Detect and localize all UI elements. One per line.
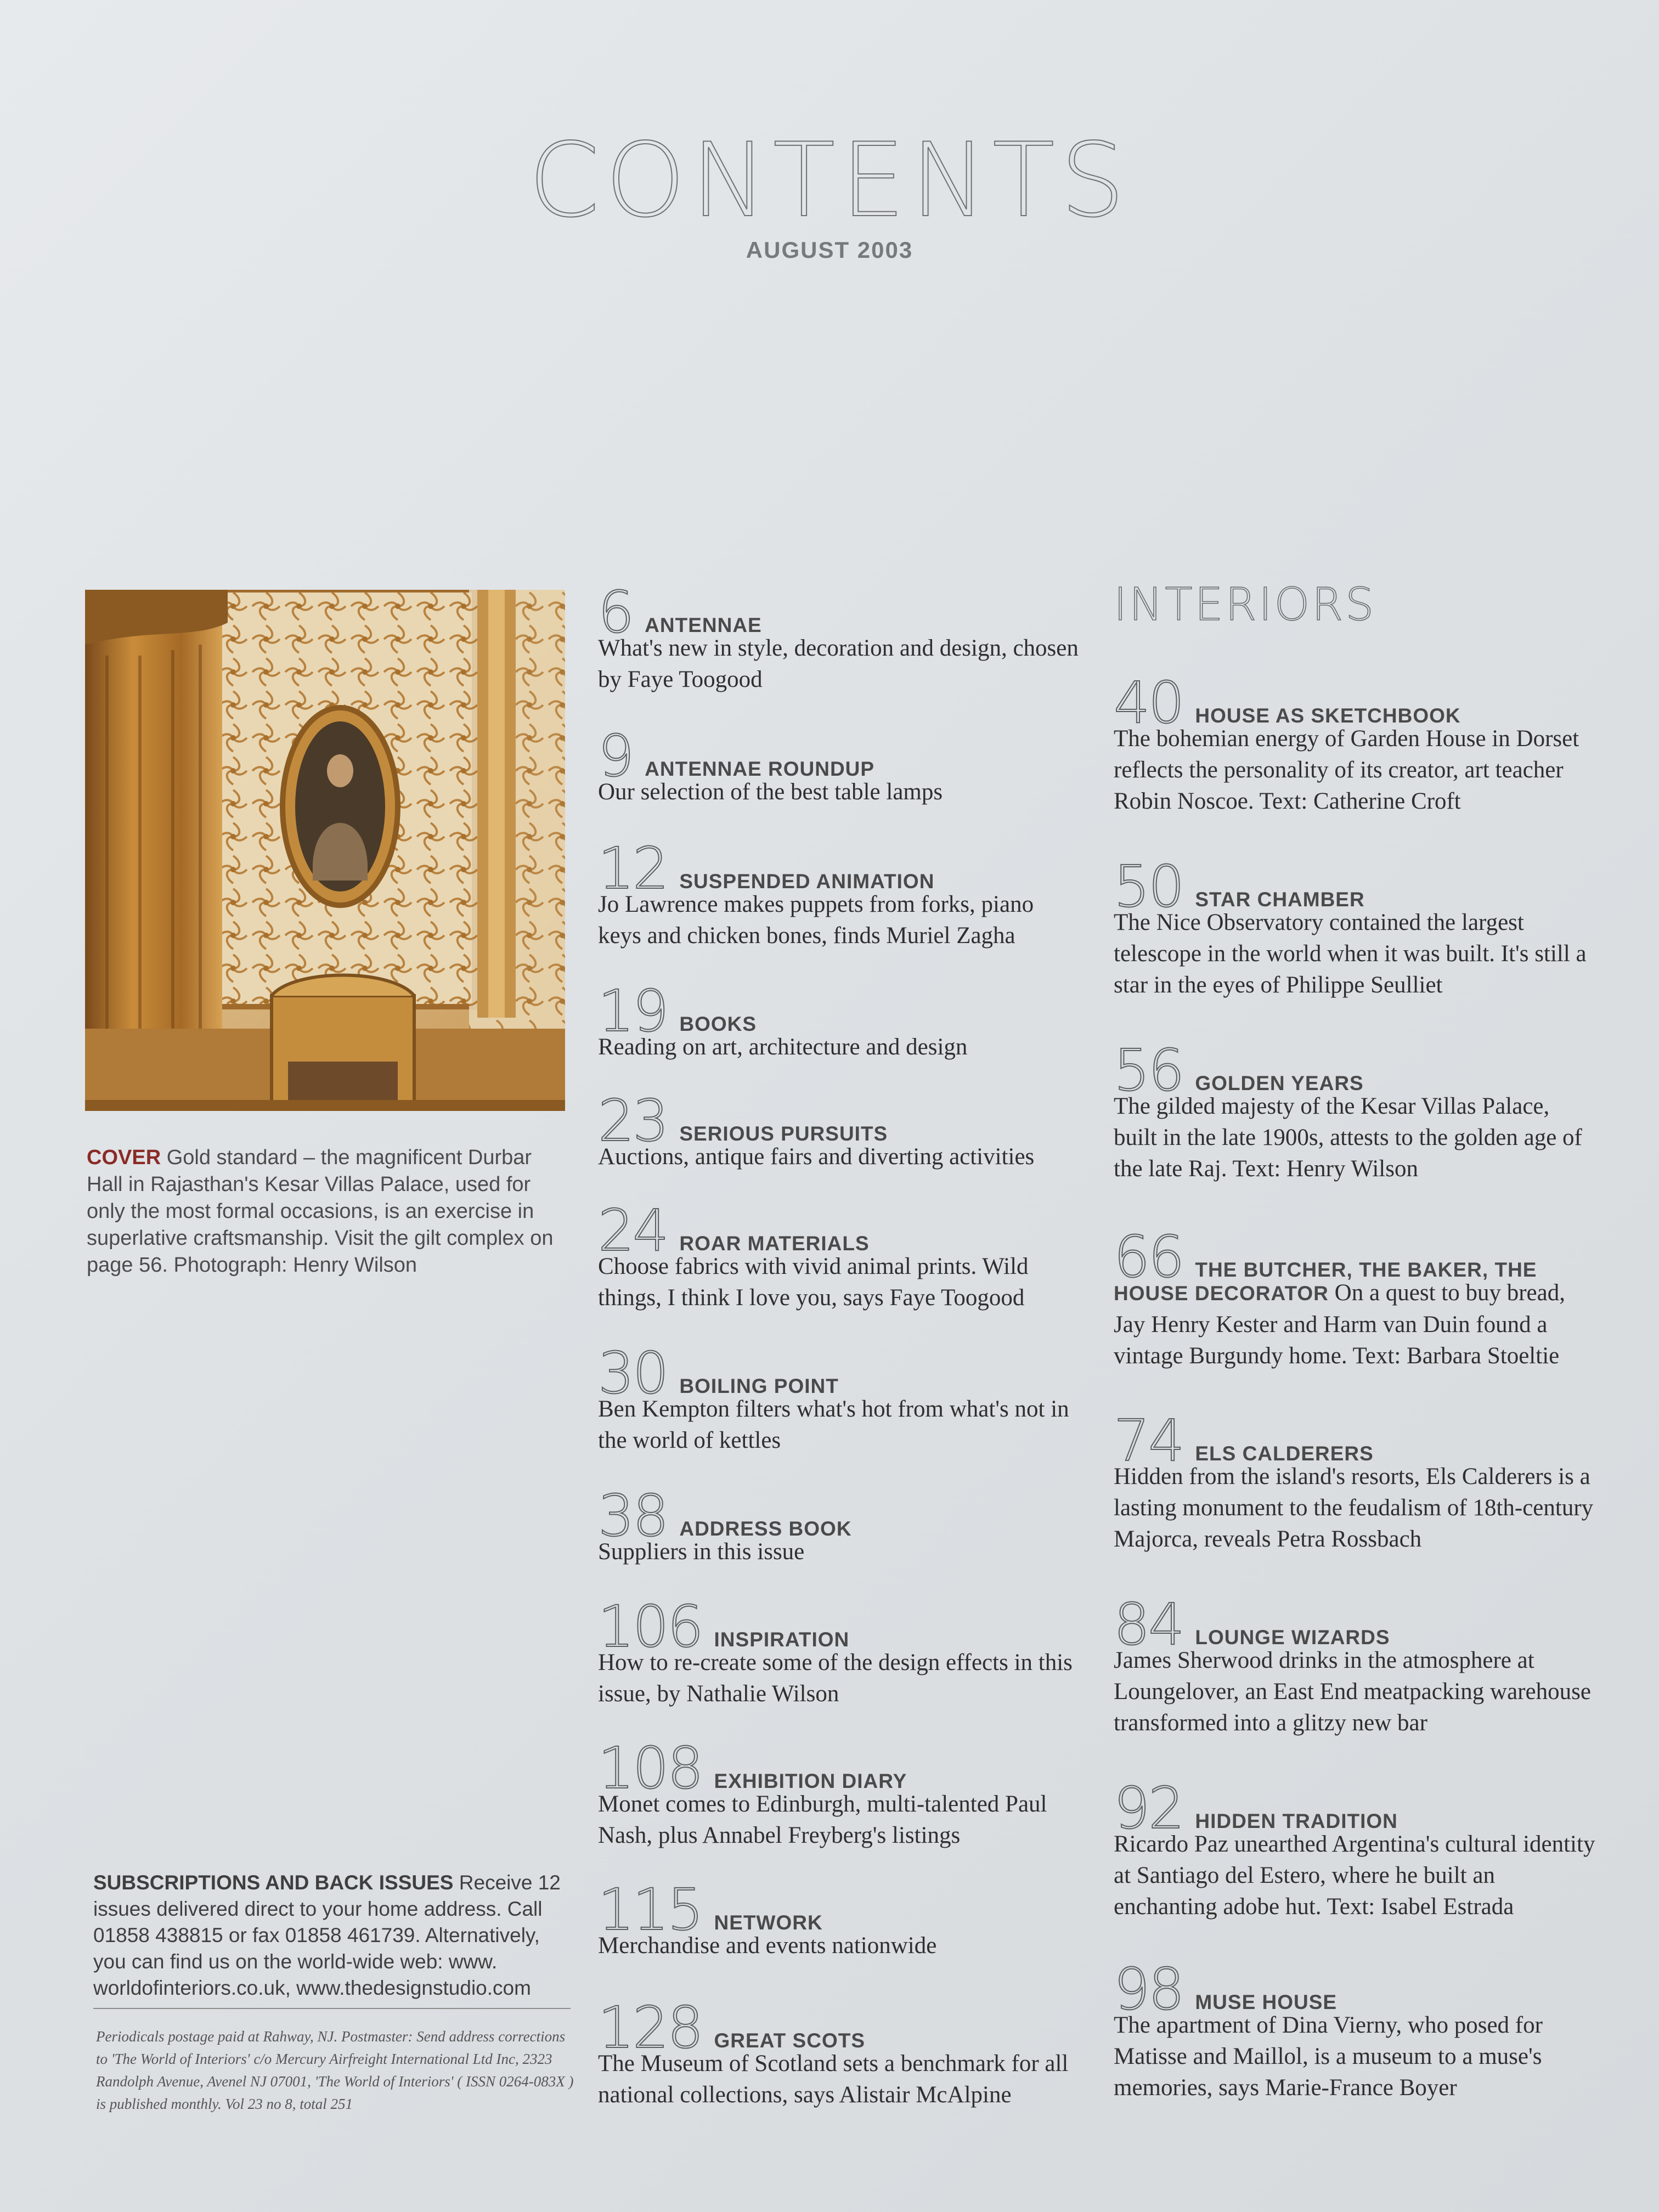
toc-entry[interactable] [598, 579, 1081, 695]
entry-description: Suppliers in this issue [598, 1539, 805, 1565]
entry-heading: ANTENNAE ROUNDUP [645, 758, 875, 780]
entry-heading: STAR CHAMBER [1195, 888, 1365, 911]
toc-entry[interactable] [1114, 1407, 1596, 1555]
entry-description-text: On a quest to buy bread, Jay Henry Kester and Harm van Duin found a vintage Burgundy home. Text: Barbara Stoeltie [1114, 1280, 1565, 1369]
page-number: 50 [1114, 853, 1183, 920]
page-number: 98 [1114, 1956, 1183, 2023]
toc-entry[interactable] [598, 723, 1081, 808]
page-number: 9 [598, 723, 633, 789]
entry-description: The bohemian energy of Garden House in Dorset reflects the personality of its creator, art teacher Robin Noscoe. Text: Catherine Croft [1114, 726, 1579, 814]
page-number: 84 [1114, 1591, 1183, 1658]
toc-entry[interactable] [1114, 853, 1596, 1001]
subscriptions-label: SUBSCRIPTIONS AND BACK ISSUES [93, 1871, 454, 1894]
entry-heading: BOILING POINT [679, 1375, 839, 1397]
entry-heading: GOLDEN YEARS [1195, 1072, 1364, 1094]
toc-entry[interactable] [598, 1482, 1081, 1567]
toc-entry[interactable] [598, 1340, 1081, 1456]
entry-description: James Sherwood drinks in the atmosphere at Loungelover, an East End meatpacking warehouse transformed into a glitzy new bar [1114, 1647, 1591, 1736]
page-number: 23 [598, 1087, 668, 1154]
section-title: INTERIORS [1114, 579, 1376, 631]
page-number: 6 [598, 579, 633, 646]
divider-rule [93, 2008, 571, 2009]
page-number: 128 [598, 1994, 702, 2061]
cover-caption [87, 1144, 569, 1279]
entry-description: Ricardo Paz unearthed Argentina's cultural identity at Santiago del Estero, where he built an enchanting adobe hut. Text: Isabel Estrada [1114, 1831, 1595, 1920]
page-title: CONTENTS [528, 121, 1131, 240]
subscriptions-text: Receive 12 issues delivered direct to your home address. Call 01858 438815 or fax 01858 461739. Alternatively, you can find us on the world-wide web: www. worldofinteriors.co.uk, www.thedesignstudio.com [93, 1871, 561, 1999]
page-number: 56 [1114, 1037, 1183, 1104]
entry-heading: ROAR MATERIALS [679, 1232, 870, 1255]
entry-heading: ADDRESS BOOK [679, 1517, 852, 1540]
entry-description: Hidden from the island's resorts, Els Calderers is a lasting monument to the feudalism of 18th-century Majorca, reveals Petra Rossbach [1114, 1464, 1594, 1552]
toc-entry[interactable] [1114, 1037, 1596, 1184]
toc-entry[interactable] [598, 1735, 1081, 1851]
entry-description: Choose fabrics with vivid animal prints. Wild things, I think I love you, says Faye Toogood [598, 1254, 1029, 1311]
entry-heading: GREAT SCOTS [714, 2029, 866, 2052]
entry-description: Monet comes to Edinburgh, multi-talented Paul Nash, plus Annabel Freyberg's listings [598, 1791, 1047, 1848]
toc-entry[interactable] [1114, 1956, 1596, 2103]
entry-description: The gilded majesty of the Kesar Villas Palace, built in the late 1900s, attests to the golden age of the late Raj. Text: Henry Wilson [1114, 1093, 1582, 1182]
toc-entry[interactable] [598, 1876, 1081, 1961]
entry-description: The Nice Observatory contained the largest telescope in the world when it was built. It's still a star in the eyes of Philippe Seulliet [1114, 910, 1587, 998]
entry-heading: HOUSE AS SKETCHBOOK [1195, 704, 1461, 727]
page-number: 40 [1114, 669, 1183, 736]
entry-description: Reading on art, architecture and design [598, 1034, 968, 1060]
entry-heading-continued: HOUSE DECORATOR [1114, 1282, 1329, 1305]
entry-heading: LOUNGE WIZARDS [1195, 1626, 1390, 1649]
entry-heading: ANTENNAE [645, 614, 762, 636]
cover-photograph-art [85, 590, 565, 1111]
toc-entry[interactable] [1114, 1591, 1596, 1739]
entry-description: Jo Lawrence makes puppets from forks, piano keys and chicken bones, finds Muriel Zagha [598, 891, 1034, 949]
entry-description [1114, 1277, 1596, 1372]
entry-description: Auctions, antique fairs and diverting activities [598, 1144, 1035, 1170]
cover-caption-text: Gold standard – the magnificent Durbar Hall in Rajasthan's Kesar Villas Palace, used for only the most formal occasions, is an exercise in superlative craftsmanship. Visit the gilt complex on page 56. Photograph: Henry Wilson [87, 1146, 554, 1277]
page-number: 74 [1114, 1407, 1183, 1474]
cover-label: COVER [87, 1146, 161, 1169]
subscriptions-info [93, 1870, 571, 2001]
page-number: 12 [598, 835, 668, 902]
entry-heading: MUSE HOUSE [1195, 1991, 1338, 2013]
postal-notice: Periodicals postage paid at Rahway, NJ. Postmaster: Send address corrections to 'The World of Interiors' c/o Mercury Airfreight International Ltd Inc, 2323 Randolph Avenue, Avenel NJ 07001, 'The World of Interiors' ( ISSN 0264-083X ) is published monthly. Vol 23 no 8, total 251 [96, 2028, 574, 2112]
page-number: 66 [1114, 1223, 1183, 1290]
entry-heading: HIDDEN TRADITION [1195, 1810, 1398, 1832]
toc-entry[interactable] [598, 1197, 1081, 1313]
entry-heading: ELS CALDERERS [1195, 1442, 1374, 1465]
toc-entry[interactable] [598, 978, 1081, 1063]
entry-heading: SERIOUS PURSUITS [679, 1122, 888, 1145]
toc-entry[interactable] [598, 835, 1081, 951]
entry-description: Ben Kempton filters what's hot from what's not in the world of kettles [598, 1396, 1069, 1453]
page-number: 19 [598, 978, 668, 1045]
entry-heading: EXHIBITION DIARY [714, 1770, 907, 1792]
entry-heading: INSPIRATION [714, 1628, 850, 1651]
issue-date: AUGUST 2003 [746, 237, 913, 263]
entry-description: The apartment of Dina Vierny, who posed for Matisse and Maillol, is a museum to a muse's memories, says Marie-France Boyer [1114, 2012, 1543, 2101]
entry-description: The Museum of Scotland sets a benchmark for all national collections, says Alistair McAlpine [598, 2051, 1069, 2108]
entry-heading: NETWORK [714, 1911, 823, 1934]
page-number: 108 [598, 1735, 702, 1802]
entry-description: What's new in style, decoration and design, chosen by Faye Toogood [598, 635, 1079, 692]
entry-heading: THE BUTCHER, THE BAKER, THE [1195, 1259, 1537, 1281]
cover-photograph [85, 590, 565, 1111]
page-number: 106 [598, 1593, 702, 1660]
page-number: 24 [598, 1197, 668, 1264]
entry-description: Our selection of the best table lamps [598, 779, 943, 805]
page-number: 30 [598, 1340, 668, 1407]
entry-heading: BOOKS [679, 1013, 757, 1035]
page-number: 115 [598, 1876, 702, 1943]
toc-entry[interactable] [598, 1994, 1081, 2111]
toc-entry[interactable] [598, 1593, 1081, 1709]
entry-description: Merchandise and events nationwide [598, 1933, 937, 1959]
toc-entry[interactable] [1114, 1223, 1596, 1372]
toc-entry[interactable] [598, 1087, 1081, 1172]
toc-entry[interactable] [1114, 669, 1596, 817]
toc-entry[interactable] [1114, 1775, 1596, 1922]
page-number: 92 [1114, 1775, 1183, 1842]
page-number: 38 [598, 1482, 668, 1549]
entry-heading: SUSPENDED ANIMATION [679, 870, 935, 893]
entry-description: How to re-create some of the design effects in this issue, by Nathalie Wilson [598, 1650, 1073, 1707]
